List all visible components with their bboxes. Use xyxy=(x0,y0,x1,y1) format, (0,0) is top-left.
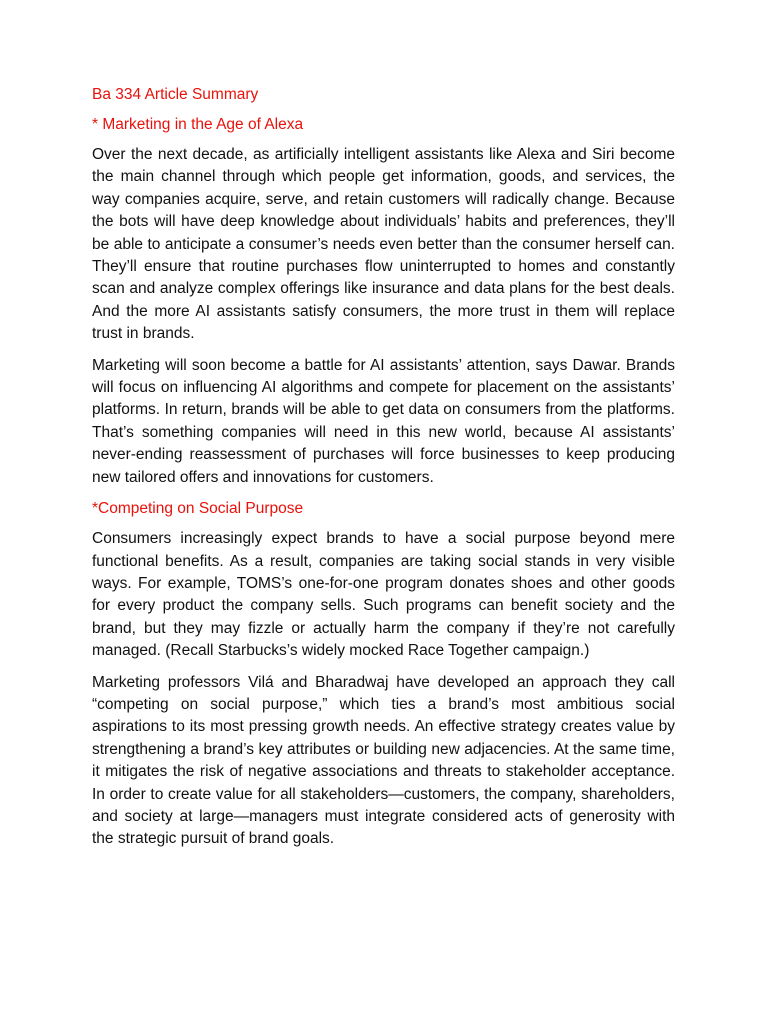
section-heading-social-purpose: *Competing on Social Purpose xyxy=(92,500,304,518)
paragraph: Marketing will soon become a battle for AI assistants’ attention, says Dawar. Brands will focus on influencing AI algorithms and compete for placement on the assistants’ platforms. In return, brands will be able to get data on consumers from the platforms. That’s something companies will need in this new world, because AI assistants’ never-ending reassessment of purchases will force businesses to keep producing new tailored offers and innovations for customers. xyxy=(92,356,675,486)
paragraph: Over the next decade, as artificially intelligent assistants like Alexa and Siri become the main channel through which people get information, goods, and services, the way companies acquire, serve, and retain customers will radically change. Because the bots will have deep knowledge about individuals’ habits and preferences, they’ll be able to anticipate a consumer’s needs even better than the consumer herself can. They’ll ensure that routine purchases flow uninterrupted to homes and constantly scan and analyze complex offerings like insurance and data plans for the best deals. And the more AI assistants satisfy consumers, the more trust in them will replace trust in brands. xyxy=(92,146,675,343)
section-heading-alexa: * Marketing in the Age of Alexa xyxy=(92,116,304,133)
document-title: Ba 334 Article Summary xyxy=(92,86,259,103)
document-body xyxy=(92,84,675,860)
paragraph: Consumers increasingly expect brands to have a social purpose beyond mere functional benefits. As a result, companies are taking social stands in very visible ways. For example, TOMS’s one-for-one program donates shoes and other goods for every product the company sells. Such programs can benefit society and the brand, but they may fizzle or actually harm the company if they’re not carefully managed. (Recall Starbucks’s widely mocked Race Together campaign.) xyxy=(92,530,675,660)
paragraph: Marketing professors Vilá and Bharadwaj have developed an approach they call “competing on social purpose,” which ties a brand’s most ambitious social aspirations to its most pressing growth needs. An effective strategy creates value by strengthening a brand’s key attributes or building new adjacencies. At the same time, it mitigates the risk of negative associations and threats to stakeholder acceptance. In order to create value for all stakeholders—customers, the company, shareholders, and society at large—managers must integrate considered acts of generosity with the strategic pursuit of brand goals. xyxy=(92,673,675,848)
